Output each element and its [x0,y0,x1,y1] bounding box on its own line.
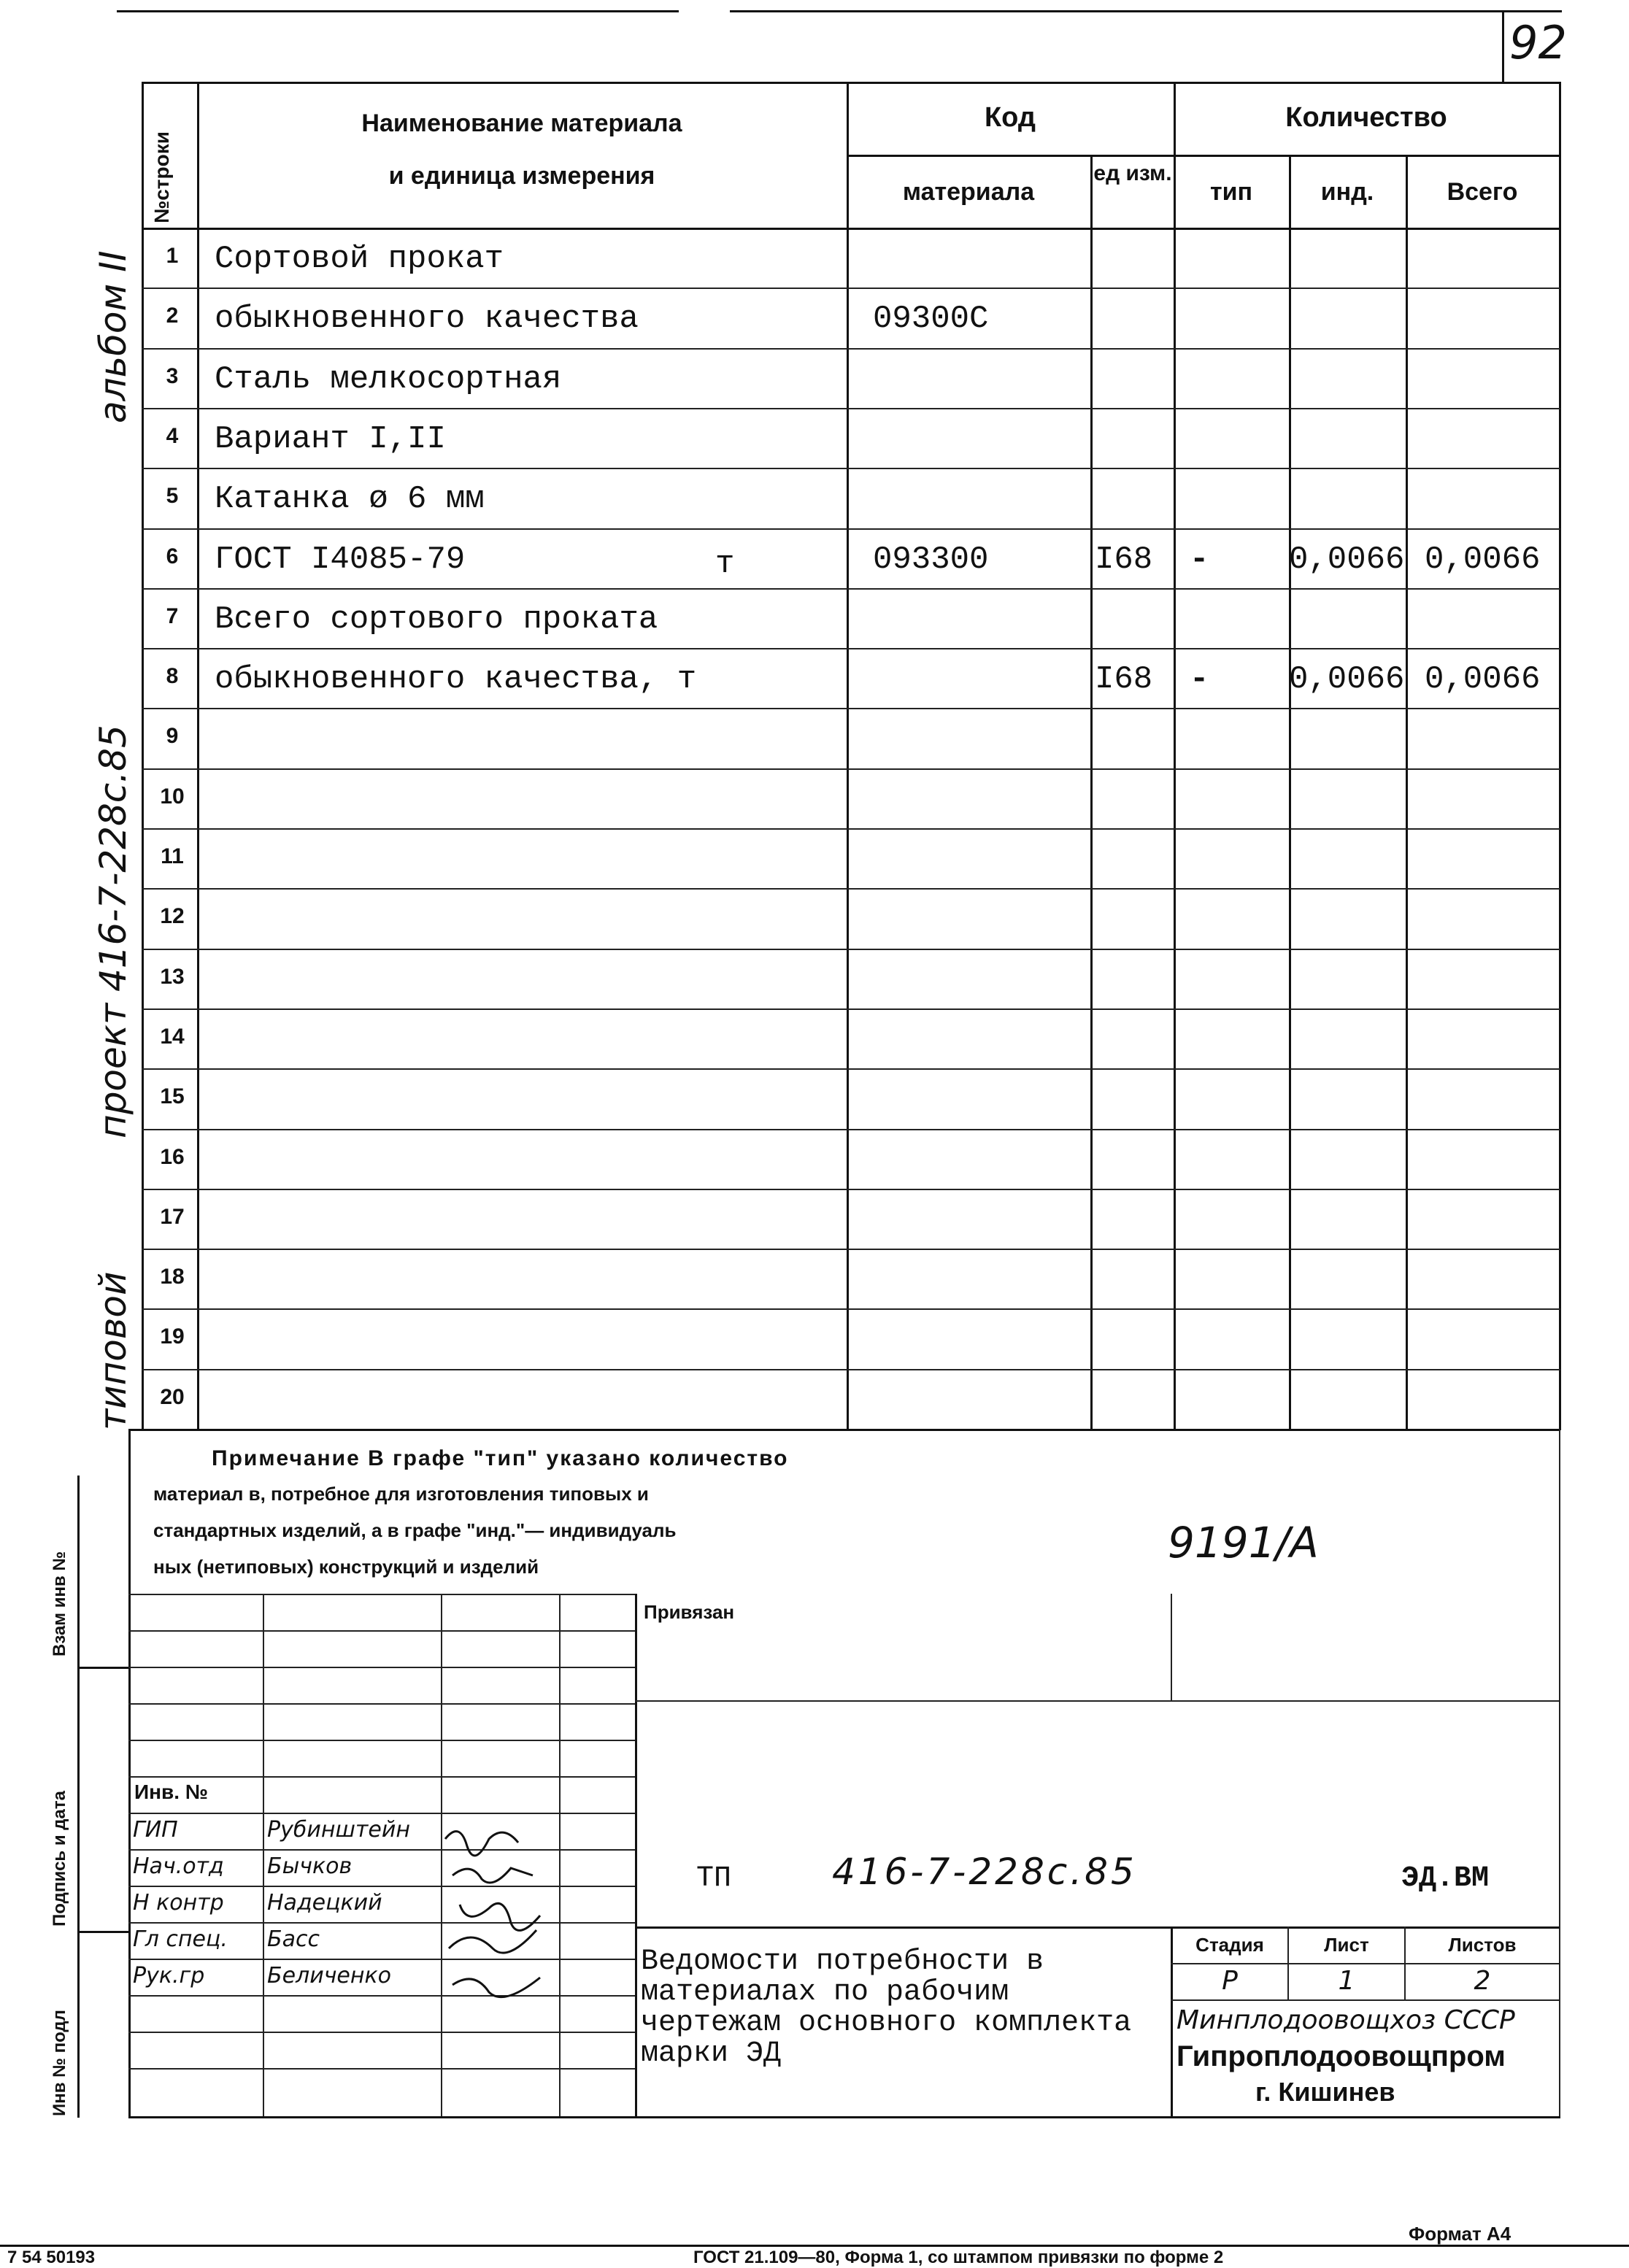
stamp-line [635,1700,1559,1702]
row-ind: 0,0066 [1289,541,1405,578]
row-number: 19 [160,1324,185,1349]
row-number: 17 [160,1204,185,1229]
stamp-sheet: 1 [1338,1966,1355,1996]
stamp-org-institute: Гипроплодоовощпром [1176,2040,1506,2072]
row-name: Вариант I,II [215,420,446,458]
footer-line [0,2245,1629,2247]
row-divider [142,588,1560,590]
stamp-sheet-label: Лист [1324,1934,1369,1956]
row-number: 11 [161,844,184,868]
header-qty-total: Всего [1447,178,1518,206]
row-number: 5 [166,484,179,509]
stamp-role: Рук.гр [133,1963,205,1989]
note-line-4: ных (нетиповых) конструкций и изделий [153,1556,539,1578]
row-name: Сортовой прокат [215,241,504,277]
header-quantity: Количество [1285,102,1447,133]
stamp-title: Ведомости потребности в материалах по рабочим чертежам основного комплекта марки ЭД [641,1945,1132,2070]
header-code-material: материала [902,178,1035,206]
row-tip: - [1190,661,1209,698]
row-ed: I68 [1095,541,1153,578]
table-top-border [142,82,1560,84]
page-number-box-left [1502,10,1504,83]
row-divider [142,348,1560,350]
row-ind: 0,0066 [1289,661,1405,698]
row-divider [142,1249,1560,1250]
margin-left-line [77,1476,80,2118]
stamp-title-top [635,1926,1559,1929]
header-qty-ind: инд. [1320,178,1374,206]
stamp-col [1171,1594,1172,1700]
margin-inv-podl: Инв № подл [50,2010,69,2116]
stamp-inv-no: Инв. № [134,1781,209,1803]
row-divider [142,949,1560,950]
row-number: 3 [166,363,179,388]
table-left-border [142,82,144,1430]
top-border-line [117,10,679,12]
row-code: 09300С [873,301,989,338]
row-divider [142,1189,1560,1190]
header-material-name-1: Наименование материала [361,109,682,137]
header-qty-type: тип [1209,178,1253,206]
stamp-right-border [1559,1429,1560,2116]
table-bottom-border [128,1429,1560,1431]
row-number: 9 [166,724,179,749]
row-number: 13 [160,964,185,989]
stamp-person-name: Басс [267,1926,320,1952]
col-line-unit [1174,82,1176,1430]
stamp-sheets-label: Листов [1448,1934,1517,1956]
stamp-stage: Р [1222,1966,1238,1996]
row-number: 16 [160,1144,185,1169]
stamp-line [1171,1963,1559,1964]
header-material-name-2: и единица измерения [388,162,655,190]
stamp-person-name: Надецкий [267,1890,382,1916]
stamp-person-name: Бычков [267,1854,353,1879]
row-divider [142,1129,1560,1130]
row-number: 10 [160,784,185,809]
stamp-privyazan: Привязан [644,1601,735,1623]
row-number: 18 [160,1265,185,1289]
stamp-role: Нач.отд [133,1854,224,1879]
row-total: 0,0066 [1425,541,1541,578]
signature-scribbles [438,1817,562,2029]
note-line-1: Примечание В графе "тип" указано количество [212,1446,789,1470]
margin-divider-1 [77,1667,130,1669]
footer-format: Формат А4 [1409,2223,1511,2245]
footer-left-code: 7 54 50193 [7,2248,96,2267]
row-number: 7 [166,603,179,628]
row-number: 1 [166,244,179,268]
row-unit: т [715,545,735,582]
row-name: обыкновенного качества [215,301,639,338]
stamp-role: Н контр [133,1890,224,1916]
margin-podpis: Подпись и дата [50,1791,69,1926]
row-number: 6 [166,544,179,568]
row-name: обыкновенного качества, т [215,661,697,698]
row-number: 4 [166,423,179,448]
row-divider [142,708,1560,709]
col-line-code [1090,155,1093,1430]
stamp-stage-label: Стадия [1195,1934,1264,1956]
row-divider [142,888,1560,890]
note-line-2: материал в, потребное для изготовления типовых и [153,1483,649,1505]
stamp-org-ministry: Минплодоовощхоз СССР [1176,2005,1515,2035]
stamp-mark: ЭД.ВМ [1401,1862,1490,1895]
stamp-role: Гл спец. [133,1926,228,1952]
row-number: 14 [160,1024,185,1049]
row-name: Катанка ø 6 мм [215,481,485,518]
margin-vzam: Взам инв № [50,1551,69,1656]
row-tip: - [1190,541,1209,578]
margin-divider-2 [77,1931,130,1933]
row-name: ГОСТ I4085-79 [215,541,466,578]
stamp-bottom-line [128,2116,1560,2118]
stamp-tp: ТП [696,1862,732,1895]
row-divider [142,1008,1560,1010]
row-total: 0,0066 [1425,661,1541,698]
row-divider [142,648,1560,649]
col-line-ind [1406,155,1408,1430]
side-label-project: проект 416-7-228с.85 [92,725,134,1138]
footer-gost: ГОСТ 21.109—80, Форма 1, со штампом привязки по форме 2 [693,2248,1224,2267]
stamp-sheets: 2 [1474,1966,1491,1996]
row-divider [142,1068,1560,1070]
table-right-border [1559,82,1561,1430]
header-mid-line [847,155,1559,157]
stamp-role: ГИП [133,1817,178,1843]
row-divider [142,828,1560,830]
header-row-number: №строки [150,131,173,223]
col-line-name [847,82,849,1430]
stamp-person-name: Беличенко [267,1963,391,1989]
col-line-rownum [197,82,199,1430]
row-number: 8 [166,664,179,689]
header-bottom-line [142,228,1560,230]
row-number: 20 [160,1384,185,1409]
row-number: 2 [166,304,179,328]
row-code: 093300 [873,541,989,578]
row-number: 15 [160,1084,185,1109]
page-number: 92 [1509,16,1567,69]
row-divider [142,768,1560,770]
stamp-col [263,1594,264,2116]
row-divider [142,288,1560,289]
row-divider [142,468,1560,469]
top-border-line-right [730,10,1562,12]
row-ed: I68 [1095,661,1153,698]
stamp-designation: 416-7-228с.85 [832,1851,1137,1893]
stamp-person-name: Рубинштейн [267,1817,410,1843]
header-code-unit: ед изм. [1093,161,1172,185]
col-line-tip [1289,155,1291,1430]
stamp-org-city: г. Кишинев [1255,2077,1395,2107]
stamp-main-divider [635,1594,637,2116]
note-line-3: стандартных изделий, а в графе "инд."— индивидуаль [153,1519,677,1541]
stamp-line [1171,1999,1559,2001]
side-label-album: альбом II [92,250,134,423]
handwritten-number: 9191/А [1168,1518,1319,1567]
row-divider [142,1308,1560,1310]
side-label-typical: типовой [92,1271,134,1430]
row-divider [142,528,1560,530]
row-divider [142,408,1560,409]
header-code: Код [984,102,1036,133]
margin-right-line [128,1430,131,2118]
row-divider [142,1369,1560,1370]
row-name: Сталь мелкосортная [215,360,562,398]
row-number: 12 [160,904,185,929]
row-name: Всего сортового проката [215,601,658,638]
